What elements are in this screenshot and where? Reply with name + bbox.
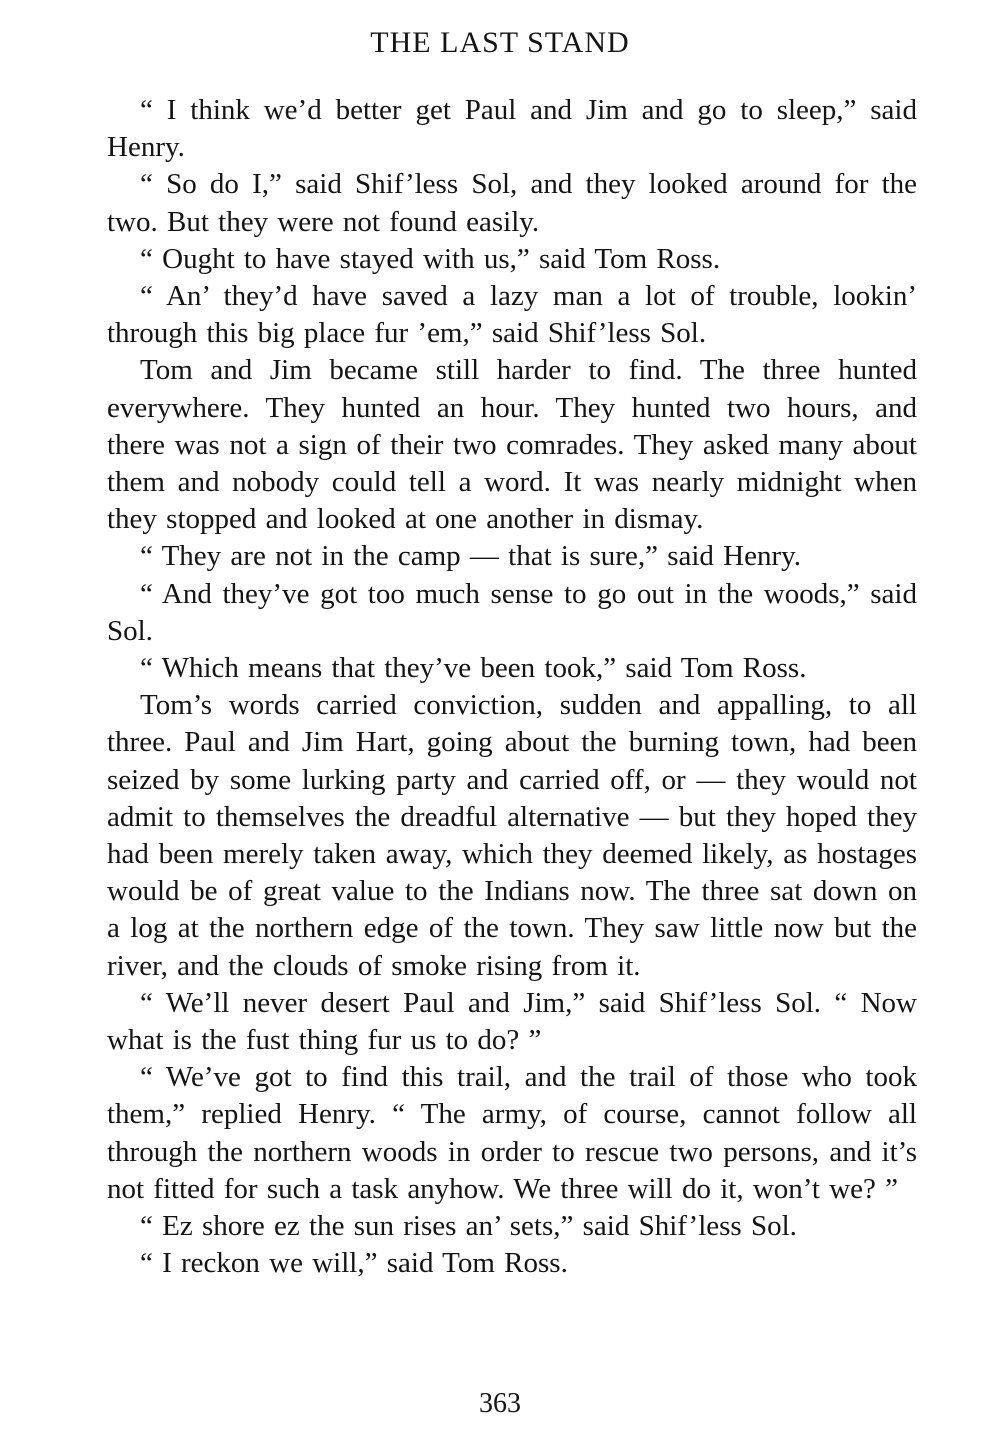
paragraph: “ So do I,” said Shif’less Sol, and they looked around for the two. But they were not found easily. xyxy=(107,168,917,238)
paragraph: “ We’ll never desert Paul and Jim,” said Shif’less Sol. “ Now what is the fust thing fur us to do? ” xyxy=(107,986,917,1057)
paragraph: “ And they’ve got too much sense to go out in the woods,” said Sol. xyxy=(107,577,917,647)
paragraph: “ Ought to have stayed with us,” said Tom Ross. xyxy=(140,242,721,275)
paragraph: “ Ez shore ez the sun rises an’ sets,” said Shif’less Sol. xyxy=(140,1210,797,1243)
paragraph: “ Which means that they’ve been took,” said Tom Ross. xyxy=(140,652,807,685)
paragraph: “ They are not in the camp — that is sure,” said Henry. xyxy=(140,540,801,573)
running-head: THE LAST STAND xyxy=(370,26,630,59)
page-number: 363 xyxy=(479,1388,521,1419)
paragraph: “ I think we’d better get Paul and Jim and go to sleep,” said Henry. xyxy=(107,94,917,164)
paragraph: “ We’ve got to find this trail, and the trail of those who took them,” replied Henry. “ The army, of course, cannot follow all through the northern woods in order to rescue two persons, and it’s not fitted for such a task anyhow. We three will do it, won’t we? ” xyxy=(107,1061,917,1205)
paragraph: “ An’ they’d have saved a lazy man a lot of trouble, lookin’ through this big place fur ’em,” said Shif’less Sol. xyxy=(107,280,917,350)
paragraph: “ I reckon we will,” said Tom Ross. xyxy=(140,1247,568,1280)
body-text xyxy=(107,92,917,1283)
paragraph: Tom’s words carried conviction, sudden and appalling, to all three. Paul and Jim Hart, going about the burning town, had been seized by some lurking party and carried off, or — they would not admit to themselves the dreadful alternative — but they hoped they had been merely taken away, which they deemed likely, as hostages would be of great value to the Indians now. The three sat down on a log at the northern edge of the town. They saw little now but the river, and the clouds of smoke rising from it. xyxy=(107,689,917,982)
paragraph: Tom and Jim became still harder to find. The three hunted everywhere. They hunted an hour. They hunted two hours, and there was not a sign of their two comrades. They asked many about them and nobody could tell a word. It was nearly midnight when they stopped and looked at one another in dismay. xyxy=(107,354,917,536)
